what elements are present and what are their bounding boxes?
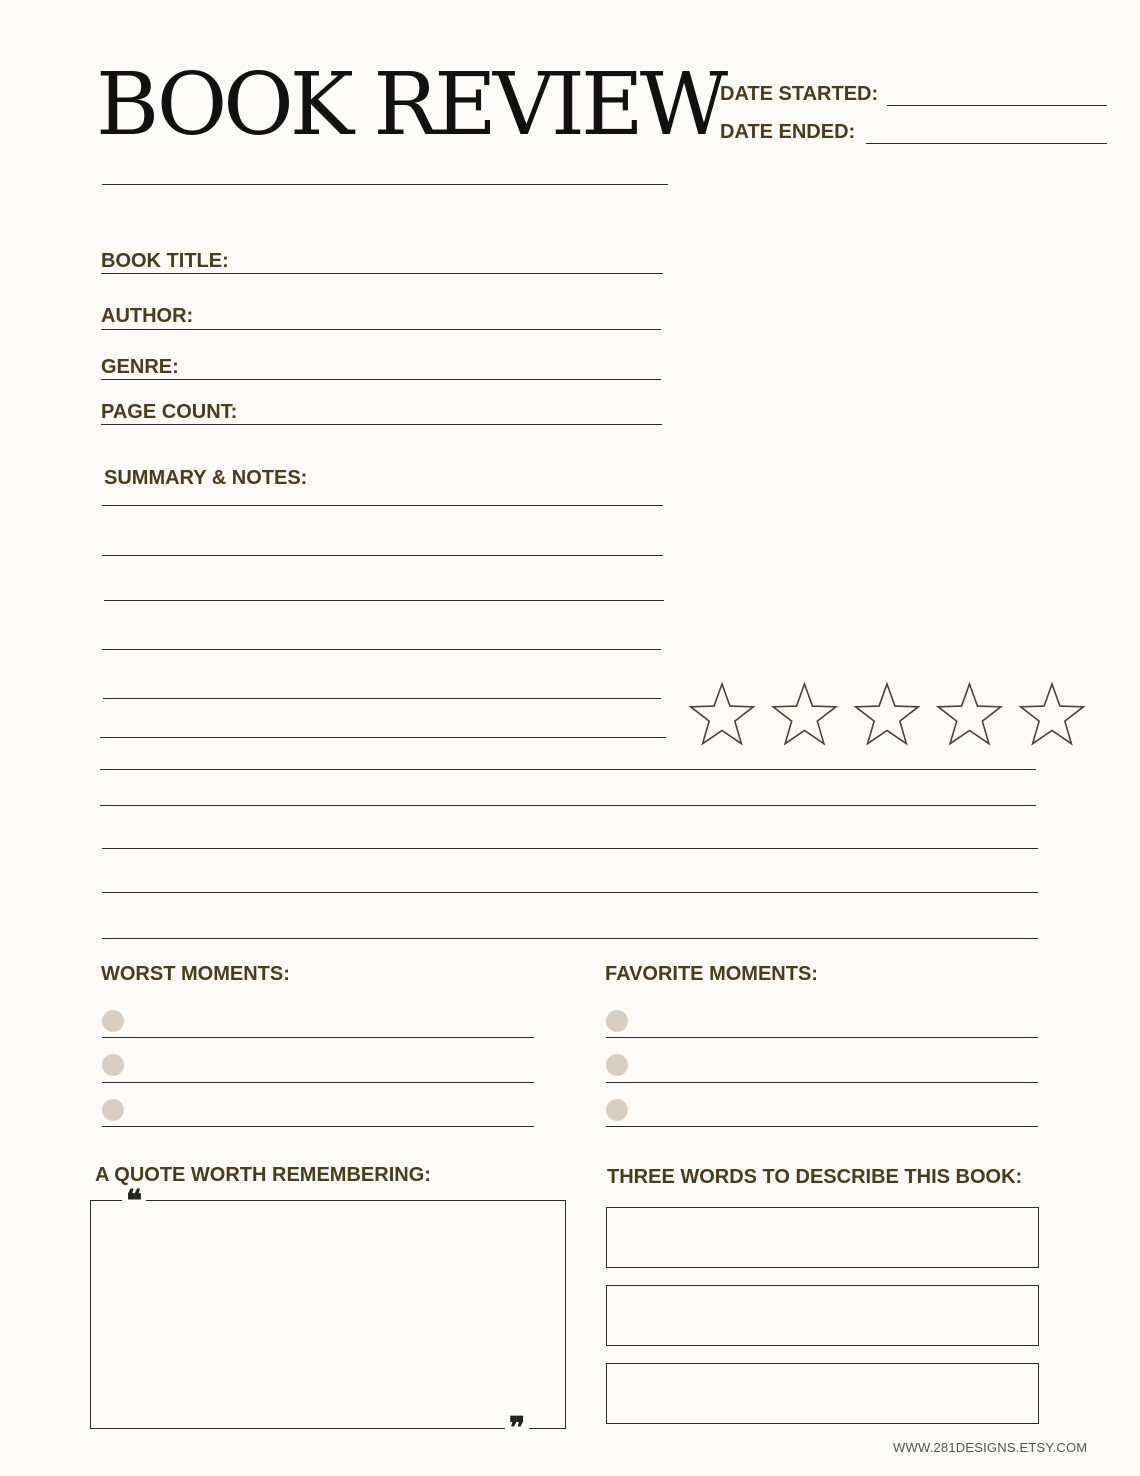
favorite-moment-input[interactable] bbox=[634, 1055, 1038, 1081]
summary-line bbox=[104, 600, 664, 601]
book-title-input[interactable] bbox=[235, 248, 664, 274]
open-quote-icon: ❝ bbox=[122, 1187, 146, 1217]
genre-input[interactable] bbox=[185, 353, 662, 379]
worst-moment-line bbox=[102, 1082, 534, 1083]
worst-moments-label: WORST MOMENTS: bbox=[101, 963, 290, 985]
genre-line bbox=[101, 379, 661, 380]
worst-moment-input[interactable] bbox=[130, 1099, 534, 1125]
star-rating bbox=[686, 680, 1086, 750]
summary-line bbox=[100, 737, 666, 738]
summary-line bbox=[102, 892, 1038, 893]
three-words-label: THREE WORDS TO DESCRIBE THIS BOOK: bbox=[607, 1166, 1023, 1188]
summary-line bbox=[102, 555, 663, 556]
favorite-moment-line bbox=[606, 1037, 1038, 1038]
star-icon[interactable] bbox=[773, 684, 836, 744]
bullet-dot bbox=[606, 1010, 628, 1032]
book-title-label: BOOK TITLE: bbox=[101, 250, 229, 272]
quote-label: A QUOTE WORTH REMEMBERING: bbox=[95, 1164, 431, 1186]
star-icon[interactable] bbox=[856, 684, 919, 744]
bullet-dot bbox=[102, 1054, 124, 1076]
favorite-moment-input[interactable] bbox=[634, 1010, 1038, 1036]
summary-line bbox=[102, 848, 1038, 849]
date-ended-input[interactable] bbox=[866, 118, 1111, 144]
author-label: AUTHOR: bbox=[101, 305, 194, 327]
close-quote-icon: ❞ bbox=[505, 1414, 529, 1444]
star-icon[interactable] bbox=[938, 684, 1001, 744]
title-underline bbox=[102, 184, 668, 185]
summary-line bbox=[103, 698, 661, 699]
bullet-dot bbox=[102, 1099, 124, 1121]
word-box-3[interactable] bbox=[606, 1363, 1039, 1424]
date-started-input[interactable] bbox=[887, 80, 1111, 106]
page-title: BOOK REVIEW bbox=[96, 55, 725, 155]
bullet-dot bbox=[606, 1099, 628, 1121]
worst-moment-line bbox=[102, 1126, 534, 1127]
author-input[interactable] bbox=[200, 303, 662, 329]
favorite-moment-line bbox=[606, 1126, 1038, 1127]
favorite-moment-input[interactable] bbox=[634, 1099, 1038, 1125]
star-icon[interactable] bbox=[691, 684, 754, 744]
favorite-moments-label: FAVORITE MOMENTS: bbox=[605, 963, 818, 985]
page-count-input[interactable] bbox=[238, 398, 662, 424]
summary-line bbox=[102, 649, 661, 650]
worst-moment-line bbox=[102, 1037, 534, 1038]
genre-label: GENRE: bbox=[101, 356, 179, 378]
bullet-dot bbox=[606, 1054, 628, 1076]
quote-box[interactable] bbox=[90, 1200, 566, 1429]
summary-line bbox=[100, 805, 1036, 806]
page-count-label: PAGE COUNT: bbox=[101, 401, 238, 423]
author-line bbox=[101, 329, 661, 330]
favorite-moment-line bbox=[606, 1082, 1038, 1083]
stars-svg bbox=[686, 680, 1086, 750]
star-icon[interactable] bbox=[1021, 684, 1084, 744]
date-started-label: DATE STARTED: bbox=[720, 83, 879, 105]
worst-moment-input[interactable] bbox=[130, 1010, 534, 1036]
footer-website: WWW.281DESIGNS.ETSY.COM bbox=[893, 1440, 1088, 1455]
page-count-line bbox=[101, 424, 662, 425]
bullet-dot bbox=[102, 1010, 124, 1032]
word-box-2[interactable] bbox=[606, 1285, 1039, 1346]
word-box-1[interactable] bbox=[606, 1207, 1039, 1268]
summary-label: SUMMARY & NOTES: bbox=[104, 467, 308, 489]
summary-line bbox=[102, 938, 1038, 939]
date-ended-label: DATE ENDED: bbox=[720, 121, 856, 143]
worst-moment-input[interactable] bbox=[130, 1055, 534, 1081]
summary-line bbox=[100, 769, 1036, 770]
summary-line bbox=[102, 505, 663, 506]
